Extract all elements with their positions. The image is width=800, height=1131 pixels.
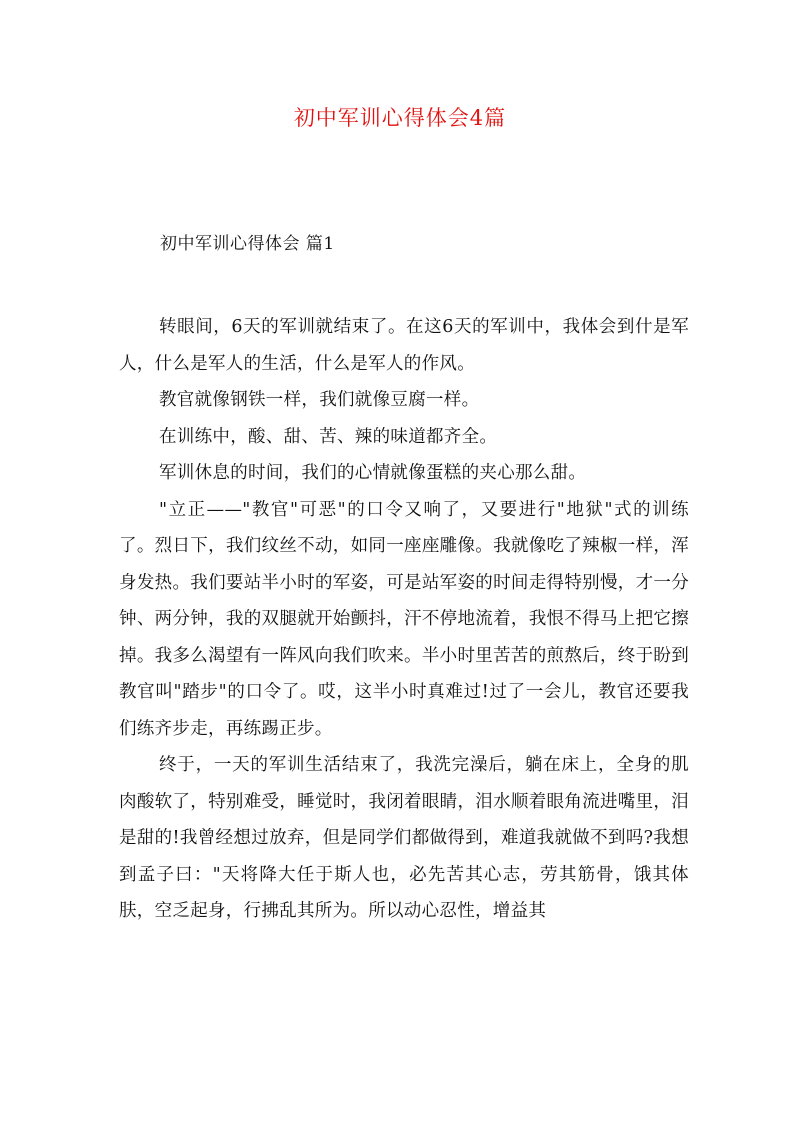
document-title: 初中军训心得体会4篇 <box>293 106 507 130</box>
paragraph: 在训练中，酸、甜、苦、辣的味道都齐全。 <box>159 426 498 447</box>
section-heading: 初中军训心得体会 篇1 <box>160 234 335 254</box>
paragraph: 军训休息的时间，我们的心情就像蛋糕的夹心那么甜。 <box>159 463 587 483</box>
paragraph: "立正——"教官"可恶"的口令又响了，又要进行"地狱"式的训练了。烈日下，我们纹丝不动，如同一座座雕像。我就像吃了辣椒一样，浑身发热。我们要站半小时的军姿，可是站军姿的时间走得特别慢，才一分钟、两分钟，我的双腿就开始颤抖，汗不停地流着，我恨不得马上把它擦掉。我多么渴望有一阵风向我们吹来。半小时里苦苦的煎熬后，终于盼到教官叫"踏步"的口令了。哎，这半小时真难过!过了一会儿，教官还要我们练齐步走，再练踢正步。 <box>119 499 689 739</box>
paragraph: 转眼间，6天的军训就结束了。在这6天的军训中，我体会到什是军人，什么是军人的生活，什么是军人的作风。 <box>119 317 689 374</box>
document-body <box>119 309 689 930</box>
paragraph: 终于，一天的军训生活结束了，我洗完澡后，躺在床上，全身的肌肉酸软了，特别难受，睡觉时，我闭着眼睛，泪水顺着眼角流进嘴里，泪是甜的!我曾经想过放弃，但是同学们都做得到，难道我就做不到吗?我想到孟子曰："天将降大任于斯人也，必先苦其心志，劳其筋骨，饿其体肤，空乏起身，行拂乱其所为。所以动心忍性，增益其 <box>119 755 689 921</box>
paragraph: 教官就像钢铁一样，我们就像豆腐一样。 <box>159 390 480 410</box>
